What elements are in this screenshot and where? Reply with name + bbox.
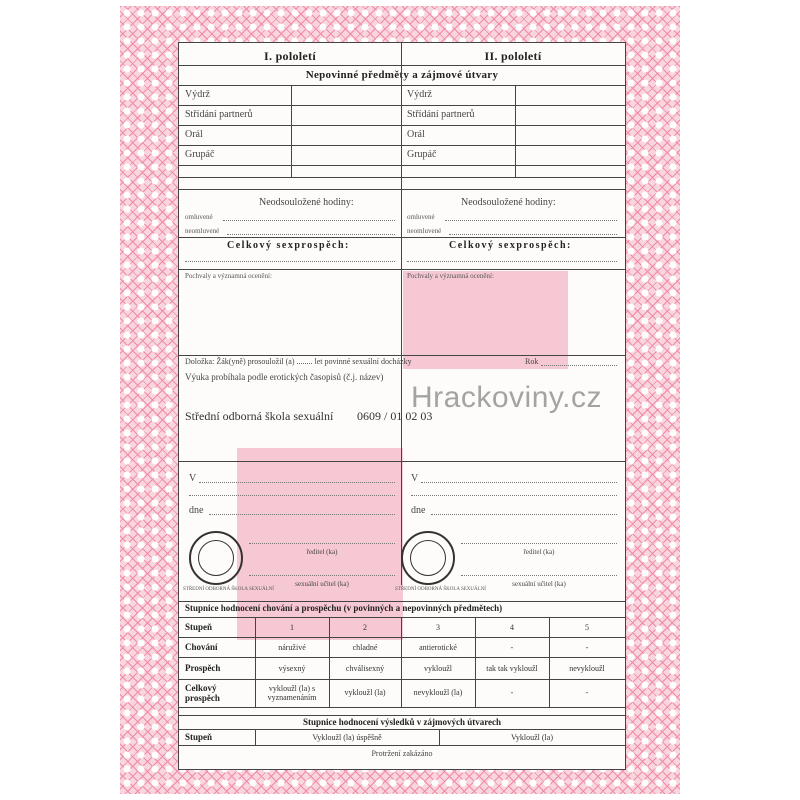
table-cell: vykloužl (la) s vyznamenáním bbox=[267, 684, 317, 702]
certificate-sheet bbox=[178, 42, 626, 770]
director-left: ředitel (ka) bbox=[306, 548, 338, 556]
clause-year: Rok bbox=[525, 357, 539, 366]
sem1-header: I. pololetí bbox=[264, 49, 316, 63]
table-cell: tak tak vykloužl bbox=[486, 664, 538, 673]
optional-item-4-left: Grupáč bbox=[185, 149, 215, 160]
table-cell: - bbox=[510, 643, 514, 652]
interest-value-1: Vykloužl (la) úspěšně bbox=[312, 733, 382, 742]
school-code: 0609 / 01 02 03 bbox=[357, 409, 433, 423]
grade-2: 2 bbox=[363, 623, 367, 632]
optional-item-4-right: Grupáč bbox=[407, 149, 437, 160]
table-cell: antierotické bbox=[419, 643, 457, 652]
table-cell: nevykloužl (la) bbox=[413, 688, 463, 697]
table-cell: nevykloužl bbox=[569, 664, 605, 673]
watermark: Hrackoviny.cz bbox=[411, 381, 602, 414]
row-overall: Celkový prospěch bbox=[185, 683, 220, 703]
table-cell: náruživé bbox=[278, 643, 306, 652]
absence-title-left: Neodsouložené hodiny: bbox=[259, 197, 354, 208]
table-cell: vykloužl (la) bbox=[344, 688, 386, 697]
teacher-left: sexuální učitel (ka) bbox=[295, 580, 349, 588]
table-cell: - bbox=[510, 688, 514, 697]
date-left: dne bbox=[189, 505, 204, 516]
interest-title: Stupnice hodnocení výsledků v zájmových útvarech bbox=[302, 717, 502, 727]
stamp-text-right: STŘEDNÍ ODBORNÁ ŠKOLA SEXUÁLNÍ bbox=[395, 587, 486, 592]
teacher-right: sexuální učitel (ka) bbox=[512, 580, 566, 588]
absence-title-right: Neodsouložené hodiny: bbox=[461, 197, 556, 208]
school-stamp-left bbox=[189, 531, 243, 585]
scale-title: Stupnice hodnocení chování a prospěchu (v povinných a nepovinných předmětech) bbox=[185, 603, 503, 613]
optional-item-2-right: Střídání partnerů bbox=[407, 109, 475, 120]
table-cell: vykloužl bbox=[424, 664, 452, 673]
sem2-header: II. pololetí bbox=[484, 49, 542, 63]
praise-title-left: Pochvaly a významná ocenění: bbox=[185, 272, 272, 280]
grade-5: 5 bbox=[585, 623, 589, 632]
place-right: V bbox=[411, 473, 419, 484]
date-right: dne bbox=[411, 505, 426, 516]
optional-subjects-title: Nepovinné předměty a zájmové útvary bbox=[305, 69, 499, 81]
table-cell: - bbox=[585, 643, 589, 652]
grade-3: 3 bbox=[436, 623, 440, 632]
optional-item-1-right: Výdrž bbox=[407, 89, 432, 100]
row-progress: Prospěch bbox=[185, 663, 221, 673]
clause-text: Doložka: Žák(yně) prosouložil (a) ........ let povinné sexuální docházky bbox=[185, 357, 412, 366]
teaching-text: Výuka probíhala podle erotických časopisů (č.j. název) bbox=[185, 372, 384, 382]
optional-item-3-right: Orál bbox=[407, 129, 425, 140]
row-behavior: Chování bbox=[185, 642, 218, 652]
optional-item-2-left: Střídání partnerů bbox=[185, 109, 253, 120]
optional-item-3-left: Orál bbox=[185, 129, 203, 140]
overall-title-left: Celkový sexprospěch: bbox=[227, 240, 350, 251]
scale-head: Stupeň bbox=[185, 622, 213, 632]
absence-excused-left: omluvené bbox=[185, 213, 213, 221]
table-cell: chválisexný bbox=[345, 664, 385, 673]
overall-title-right: Celkový sexprospěch: bbox=[449, 240, 572, 251]
place-left: V bbox=[189, 473, 197, 484]
table-cell: výsexný bbox=[278, 664, 306, 673]
grade-4: 4 bbox=[510, 623, 514, 632]
interest-head: Stupeň bbox=[185, 732, 213, 742]
optional-item-1-left: Výdrž bbox=[185, 89, 210, 100]
grade-1: 1 bbox=[290, 623, 294, 632]
absence-excused-right: omluvené bbox=[407, 213, 435, 221]
footer-note: Protržení zakázáno bbox=[371, 749, 433, 758]
director-right: ředitel (ka) bbox=[523, 548, 555, 556]
praise-title-right: Pochvaly a významná ocenění: bbox=[407, 272, 494, 280]
table-cell: chladné bbox=[352, 643, 378, 652]
school-name: Střední odborná škola sexuální bbox=[185, 409, 334, 423]
stamp-text-left: STŘEDNÍ ODBORNÁ ŠKOLA SEXUÁLNÍ bbox=[183, 587, 274, 592]
table-cell: - bbox=[585, 688, 589, 697]
interest-value-2: Vykloužl (la) bbox=[511, 733, 553, 742]
absence-unexcused-left: neomluvené bbox=[185, 227, 220, 235]
absence-unexcused-right: neomluvené bbox=[407, 227, 442, 235]
school-stamp-right bbox=[401, 531, 455, 585]
